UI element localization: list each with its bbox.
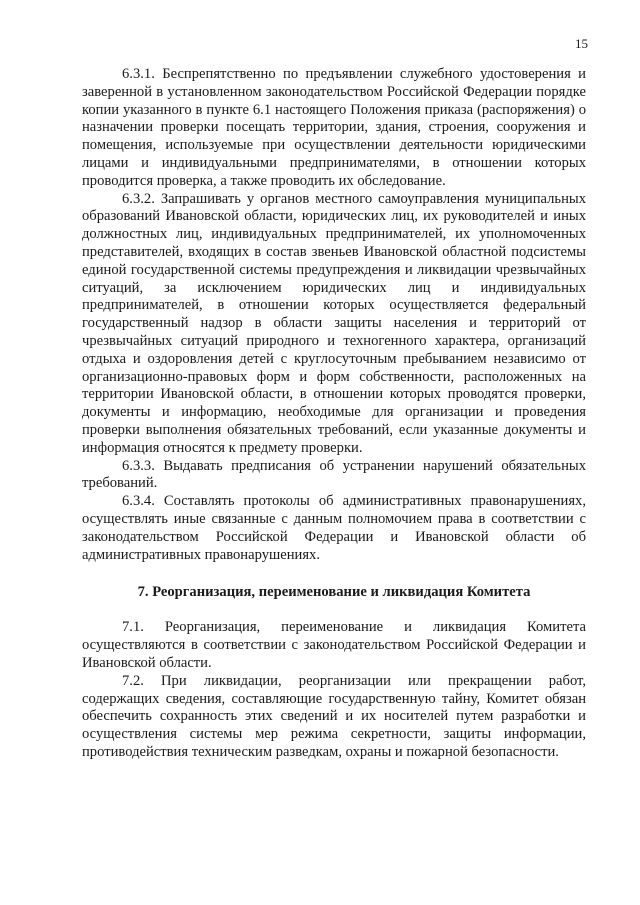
paragraph-6-3-3: 6.3.3. Выдавать предписания об устранении нарушений обязательных требований. — [82, 457, 586, 492]
paragraph-6-3-4: 6.3.4. Составлять протоколы об административных правонарушениях, осуществлять иные связанные с данным полномочием права в соответствии с законодательством Российской Федерации и Ивановской области об административных правонарушениях. — [82, 493, 586, 563]
document-body — [82, 66, 586, 762]
page-number: 15 — [575, 36, 588, 51]
paragraph-6-3-1: 6.3.1. Беспрепятственно по предъявлении служебного удостоверения и заверенной в установленном законодательством Российской Федерации порядке копии указанного в пункте 6.1 настоящего Положения приказа (распоряжения) о назначении проверки посещать территории, здания, строения, сооружения и помещения, используемые при осуществлении деятельности юридическими лицами и индивидуальными предпринимателями, в отношении которых проводится проверка, а также проводить их обследование. — [82, 66, 586, 189]
paragraph-6-3-2: 6.3.2. Запрашивать у органов местного самоуправления муниципальных образований Ивановской области, юридических лиц, их руководителей и иных должностных лиц, индивидуальных предпринимателей, их уполномоченных представителей, входящих в состав звеньев Ивановской областной подсистемы единой государственной системы предупреждения и ликвидации чрезвычайных ситуаций, за исключением юридических лиц и индивидуальных предпринимателей, в отношении которых осуществляется федеральный государственный надзор в области защиты населения и территорий от чрезвычайных ситуаций природного и техногенного характера, организаций отдыха и оздоровления детей с круглосуточным пребыванием независимо от организационно-правовых форм и форм собственности, расположенных на территории Ивановской области, в отношении которых проводятся проверки, документы и информацию, необходимые для организации и проведения проверки выполнения обязательных требований, если указанные документы и информация относятся к предмету проверки. — [82, 190, 586, 456]
section-7-heading: 7. Реорганизация, переименование и ликвидация Комитета — [137, 584, 531, 601]
paragraph-7-1: 7.1. Реорганизация, переименование и ликвидация Комитета осуществляются в соответствии с законодательством Российской Федерации и Ивановской области. — [82, 619, 586, 671]
paragraph-7-2: 7.2. При ликвидации, реорганизации или прекращении работ, содержащих сведения, составляющие государственную тайну, Комитет обязан обеспечить сохранность этих сведений и их носителей путем разработки и осуществления системы мер режима секретности, защиты информации, противодействия техническим разведкам, охраны и пожарной безопасности. — [82, 672, 586, 760]
